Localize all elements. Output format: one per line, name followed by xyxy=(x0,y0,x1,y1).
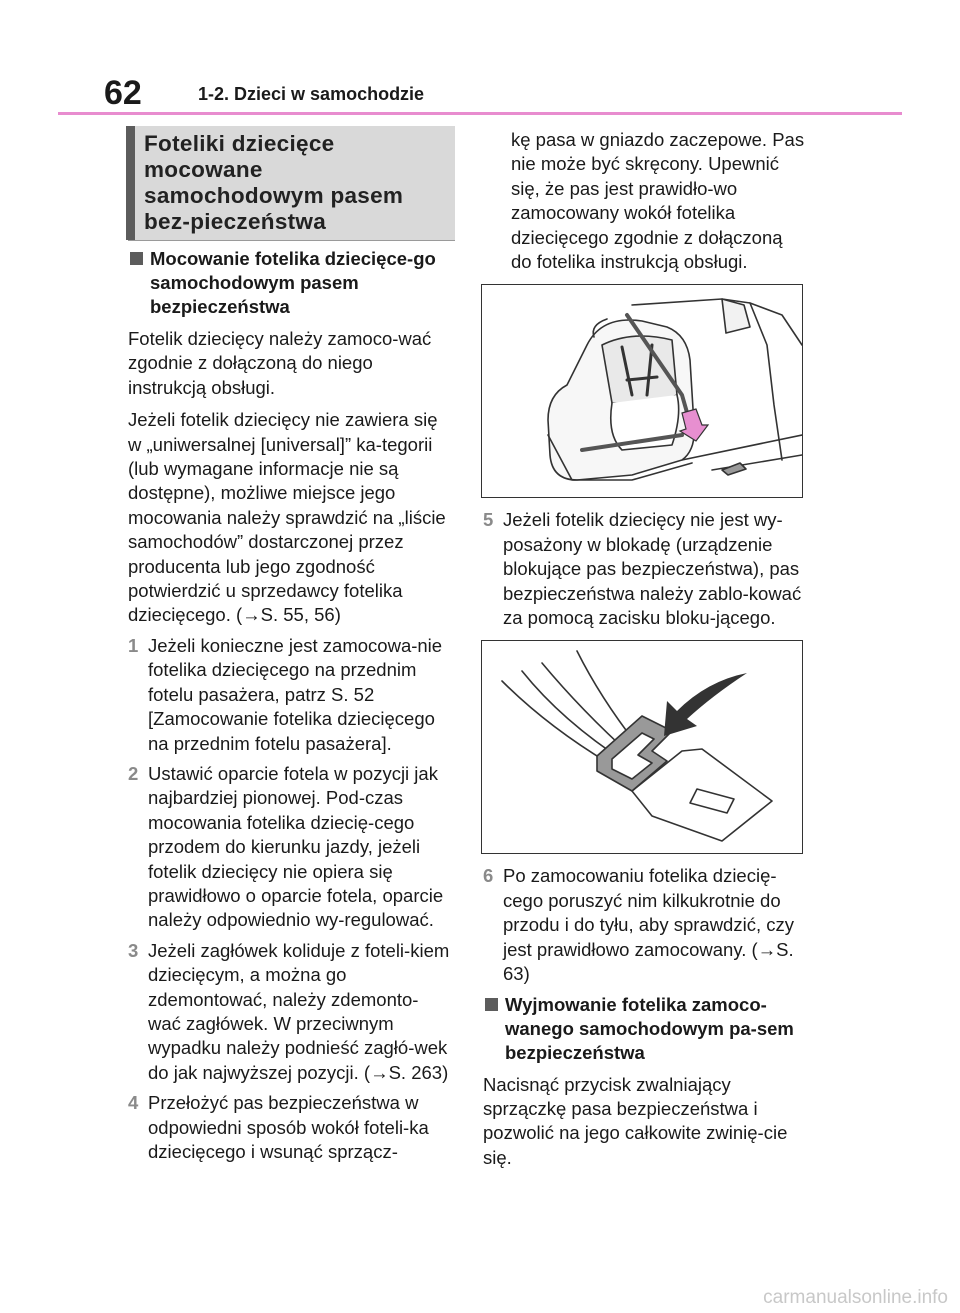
locking-clip-icon xyxy=(482,641,802,853)
subheading-mounting xyxy=(128,247,450,319)
section-title: 1-2. Dzieci w samochodzie xyxy=(198,84,425,104)
step-1 xyxy=(128,634,450,756)
header-rule xyxy=(58,112,902,115)
step-3 xyxy=(128,939,450,1085)
child-seat-illustration xyxy=(481,284,803,498)
square-bullet-icon xyxy=(130,252,143,265)
step-text: Jeżeli fotelik dziecięcy nie jest wy-posażony w blokadę (urządzenie blokujące pas bezpieczeństwa), pas bezpieczeństwa należy zablo-kować za pomocą zacisku bloku-jącego. xyxy=(503,509,802,629)
step-5 xyxy=(483,508,808,630)
step-6 xyxy=(483,864,808,986)
step-number: 6 xyxy=(483,865,494,887)
paragraph-release: Nacisnąć przycisk zwalniający sprzączkę pasa bezpieczeństwa i pozwolić na jego całkowite zwinię-cie się. xyxy=(483,1073,788,1168)
subheading-removal xyxy=(483,993,808,1065)
step-text: Po zamocowaniu fotelika dziecię-cego poruszyć nim kilkukrotnie do przodu i do tyłu, aby sprawdzić, czy jest prawidłowo zamocowany. (→S. 63) xyxy=(503,865,794,985)
step-number: 3 xyxy=(128,939,139,961)
locking-clip-illustration xyxy=(481,640,803,854)
section-heading: Foteliki dziecięce mocowane samochodowym pasem bez-pieczeństwa xyxy=(144,131,404,234)
step-text: Ustawić oparcie fotela w pozycji jak najbardziej pionowej. Pod-czas mocowania fotelika dziecię-cego przodem do kierunku jazdy, jeżeli fotelik dziecięcy nie opiera się prawidłowo o oparcie fotela, oparcie należy odpowiednio wy-regulować. xyxy=(148,762,444,931)
step-text: Jeżeli konieczne jest zamocowa-nie fotelika dziecięcego na przednim fotelu pasażera, patrz S. 52 [Zamocowanie fotelika dziecięcego na przednim fotelu pasażera]. xyxy=(148,634,443,754)
step-number: 1 xyxy=(128,634,139,656)
child-seat-icon xyxy=(482,285,802,497)
step-number: 5 xyxy=(483,509,494,531)
section-title-box xyxy=(128,126,455,241)
step-4-continuation: kę pasa w gniazdo zaczepowe. Pas nie może być skręcony. Upewnić się, że pas jest prawidło-wo zamocowany wokół fotelika dziecięcego zgodnie z dołączoną do fotelika instrukcją obsługi. xyxy=(511,129,805,273)
watermark: carmanualsonline.info xyxy=(763,1287,948,1308)
paragraph-intro: Fotelik dziecięcy należy zamoco-wać zgodnie z dołączoną do niego instrukcją obsługi. xyxy=(128,328,432,398)
step-text: Jeżeli zagłówek koliduje z foteli-kiem dziecięcym, a można go zdemontować, należy zdemonto-wać zagłówek. W przeciwnym wypadku należy podnieść zagłó-wek do jak najwyższej pozycji. (→S. 263) xyxy=(148,939,450,1083)
left-column xyxy=(120,120,450,1168)
step-4 xyxy=(128,1091,450,1164)
paragraph-universal: Jeżeli fotelik dziecięcy nie zawiera się w „uniwersalnej [universal]” ka-tegorii (lub wymagane informacje nie są dostępne), możliwe miejsce jego mocowania należy sprawdzić na „liście samochodów” dostarczonej przez producenta lub jego zgodność potwierdzić u sprzedawcy fotelika dziecięcego. (→S. 55, 56) xyxy=(128,409,446,626)
step-number: 4 xyxy=(128,1092,139,1114)
subheading-text: Wyjmowanie fotelika zamoco-wanego samochodowym pa-sem bezpieczeństwa xyxy=(505,993,794,1063)
page-number: 62 xyxy=(104,74,142,112)
subheading-text: Mocowanie fotelika dziecięce-go samochodowym pasem bezpieczeństwa xyxy=(150,248,436,317)
square-bullet-icon xyxy=(485,998,498,1011)
step-text: Przełożyć pas bezpieczeństwa w odpowiedni sposób wokół foteli-ka dziecięcego i wsunąć sprzącz- xyxy=(148,1092,429,1162)
step-2 xyxy=(128,762,450,933)
right-column xyxy=(483,120,808,1176)
step-number: 2 xyxy=(128,762,139,784)
